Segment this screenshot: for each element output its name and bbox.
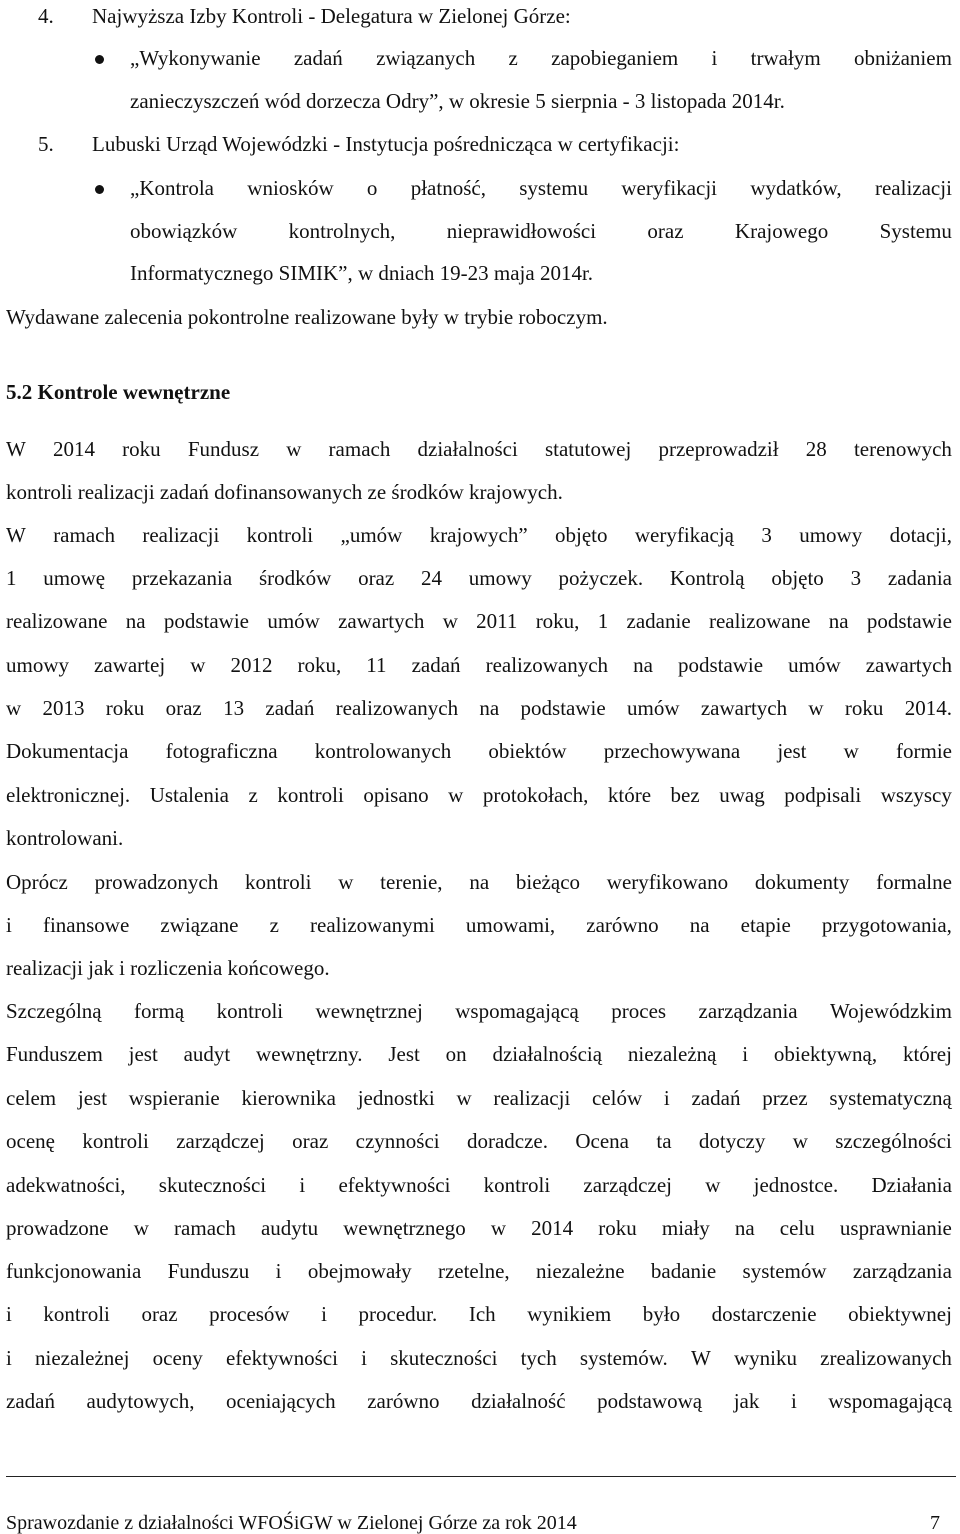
paragraph-line: adekwatności, skuteczności i efektywności kontroli zarządczej w jednostce. Działania: [6, 1173, 952, 1197]
footer-divider: [6, 1476, 956, 1477]
footer-text: Sprawozdanie z działalności WFOŚiGW w Zielonej Górze za rok 2014: [6, 1512, 577, 1534]
paragraph-line: i niezależnej oceny efektywności i skuteczności tych systemów. W wyniku zrealizowanych: [6, 1346, 952, 1370]
paragraph-line: i finansowe związane z realizowanymi umowami, zarówno na etapie przygotowania,: [6, 913, 952, 937]
paragraph-line: Dokumentacja fotograficzna kontrolowanych obiektów przechowywana jest w formie: [6, 739, 952, 763]
bullet-text-line: zanieczyszczeń wód dorzecza Odry”, w okresie 5 sierpnia - 3 listopada 2014r.: [130, 89, 785, 113]
bullet-icon: [95, 55, 104, 64]
bullet-text-line: „Wykonywanie zadań związanych z zapobieganiem i trwałym obniżaniem: [130, 46, 952, 70]
paragraph-line: realizacji jak i rozliczenia końcowego.: [6, 956, 330, 980]
list-item-4-title: Najwyższa Izby Kontroli - Delegatura w Zielonej Górze:: [92, 4, 571, 28]
list-number-4: 4.: [38, 4, 54, 28]
paragraph-line: kontroli realizacji zadań dofinansowanych ze środków krajowych.: [6, 480, 563, 504]
paragraph-line: Funduszem jest audyt wewnętrzny. Jest on działalnością niezależną i obiektywną, której: [6, 1042, 952, 1066]
paragraph-line: Oprócz prowadzonych kontroli w terenie, na bieżąco weryfikowano dokumenty formalne: [6, 870, 952, 894]
paragraph-line: kontrolowani.: [6, 826, 124, 850]
paragraph-line: i kontroli oraz procesów i procedur. Ich wynikiem było dostarczenie obiektywnej: [6, 1302, 952, 1326]
paragraph-line: 1 umowę przekazania środków oraz 24 umowy pożyczek. Kontrolą objęto 3 zadania: [6, 566, 952, 590]
bullet-icon: [95, 185, 104, 194]
bullet-text-line: „Kontrola wniosków o płatność, systemu weryfikacji wydatków, realizacji: [130, 176, 952, 200]
paragraph-line: elektronicznej. Ustalenia z kontroli opisano w protokołach, które bez uwag podpisali wszyscy: [6, 783, 952, 807]
paragraph-line: zadań audytowych, oceniających zarówno działalność podstawową jak i wspomagającą: [6, 1389, 952, 1413]
page-number: 7: [930, 1512, 940, 1534]
paragraph-line: W ramach realizacji kontroli „umów krajowych” objęto weryfikacją 3 umowy dotacji,: [6, 523, 952, 547]
paragraph-line: funkcjonowania Funduszu i obejmowały rzetelne, niezależne badanie systemów zarządzania: [6, 1259, 952, 1283]
recommendations-note: Wydawane zalecenia pokontrolne realizowane były w trybie roboczym.: [6, 305, 608, 329]
paragraph-line: prowadzone w ramach audytu wewnętrznego w 2014 roku miały na celu usprawnianie: [6, 1216, 952, 1240]
paragraph-line: W 2014 roku Fundusz w ramach działalności statutowej przeprowadził 28 terenowych: [6, 437, 952, 461]
list-number-5: 5.: [38, 132, 54, 156]
paragraph-line: ocenę kontroli zarządczej oraz czynności doradcze. Ocena ta dotyczy w szczególności: [6, 1129, 952, 1153]
paragraph-line: celem jest wspieranie kierownika jednostki w realizacji celów i zadań przez systematyczną: [6, 1086, 952, 1110]
paragraph-line: realizowane na podstawie umów zawartych w 2011 roku, 1 zadanie realizowane na podstawie: [6, 609, 952, 633]
bullet-text-line: obowiązków kontrolnych, nieprawidłowości oraz Krajowego Systemu: [130, 219, 952, 243]
paragraph-line: w 2013 roku oraz 13 zadań realizowanych na podstawie umów zawartych w roku 2014.: [6, 696, 952, 720]
section-heading: 5.2 Kontrole wewnętrzne: [6, 380, 231, 404]
bullet-text-line: Informatycznego SIMIK”, w dniach 19-23 maja 2014r.: [130, 261, 594, 285]
list-item-5-title: Lubuski Urząd Wojewódzki - Instytucja pośrednicząca w certyfikacji:: [92, 132, 680, 156]
paragraph-line: umowy zawartej w 2012 roku, 11 zadań realizowanych na podstawie umów zawartych: [6, 653, 952, 677]
paragraph-line: Szczególną formą kontroli wewnętrznej wspomagającą proces zarządzania Wojewódzkim: [6, 999, 952, 1023]
